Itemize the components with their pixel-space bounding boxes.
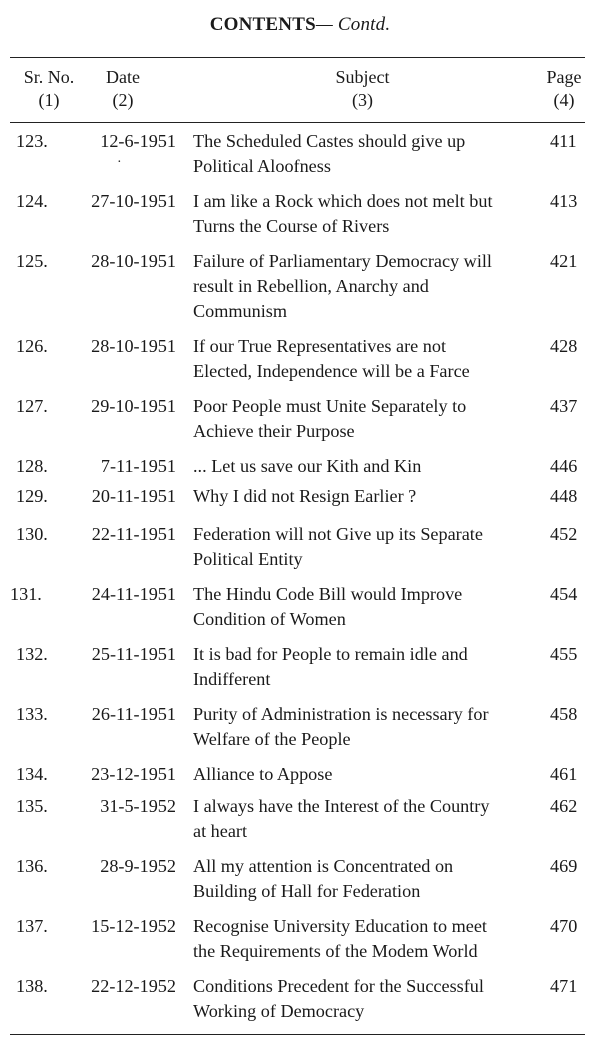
column-header-sr-no-label: Sr. No. bbox=[23, 67, 75, 87]
entry-date: 26-11-1951 bbox=[91, 704, 176, 724]
subject-line: If our True Representatives are not bbox=[193, 336, 447, 356]
page-number: 446 bbox=[550, 456, 578, 476]
column-header-subject bbox=[190, 66, 535, 112]
page-number: 454 bbox=[550, 584, 578, 604]
entry-subject bbox=[193, 854, 538, 904]
serial-number: 126. bbox=[16, 336, 48, 356]
serial-number: 124. bbox=[16, 191, 48, 211]
entry-date: 28-9-1952 bbox=[100, 856, 176, 876]
column-header-subject-number: (3) bbox=[352, 90, 373, 110]
column-header-subject-label: Subject bbox=[335, 67, 390, 87]
entry-subject bbox=[193, 454, 538, 479]
entry-subject bbox=[193, 762, 538, 787]
serial-number: 131. bbox=[10, 584, 42, 604]
header-bottom-rule bbox=[10, 122, 585, 123]
subject-line: Elected, Independence will be a Farce bbox=[193, 361, 470, 381]
subject-line: It is bad for People to remain idle and bbox=[193, 644, 468, 664]
page-title bbox=[0, 14, 600, 36]
subject-line: the Requirements of the Modem World bbox=[193, 941, 478, 961]
serial-number: 136. bbox=[16, 856, 48, 876]
page-number: 452 bbox=[550, 524, 578, 544]
serial-number: 134. bbox=[16, 764, 48, 784]
serial-number: 125. bbox=[16, 251, 48, 271]
page-number: 470 bbox=[550, 916, 578, 936]
entry-date: 23-12-1951 bbox=[91, 764, 176, 784]
subject-line: Failure of Parliamentary Democracy will bbox=[193, 251, 492, 271]
page-number: 461 bbox=[550, 764, 578, 784]
entry-subject bbox=[193, 129, 538, 179]
serial-number: 137. bbox=[16, 916, 48, 936]
entry-date: 27-10-1951 bbox=[91, 191, 176, 211]
entry-date: 12-6-1951 bbox=[100, 131, 176, 151]
subject-line: at heart bbox=[193, 821, 248, 841]
subject-line: The Scheduled Castes should give up bbox=[193, 131, 466, 151]
page-number: 469 bbox=[550, 856, 578, 876]
subject-line: Indifferent bbox=[193, 669, 271, 689]
entry-subject bbox=[193, 702, 538, 752]
subject-line: Purity of Administration is necessary for bbox=[193, 704, 489, 724]
subject-line: Welfare of the People bbox=[193, 729, 351, 749]
entry-subject bbox=[193, 914, 538, 964]
entry-subject bbox=[193, 249, 538, 324]
title-main: CONTENTS bbox=[209, 14, 316, 35]
print-speck: · bbox=[117, 155, 122, 170]
serial-number: 130. bbox=[16, 524, 48, 544]
entry-date: 28-10-1951 bbox=[91, 251, 176, 271]
subject-line: Turns the Course of Rivers bbox=[193, 216, 390, 236]
entry-subject bbox=[193, 582, 538, 632]
page-number: 421 bbox=[550, 251, 578, 271]
serial-number: 138. bbox=[16, 976, 48, 996]
serial-number: 128. bbox=[16, 456, 48, 476]
serial-number: 129. bbox=[16, 486, 48, 506]
entry-date: 7-11-1951 bbox=[100, 456, 176, 476]
entry-date: 22-11-1951 bbox=[91, 524, 176, 544]
page-number: 428 bbox=[550, 336, 578, 356]
entry-subject bbox=[193, 334, 538, 384]
column-header-date-number: (2) bbox=[112, 90, 134, 110]
subject-line: Alliance to Appose bbox=[193, 764, 333, 784]
subject-line: All my attention is Concentrated on bbox=[193, 856, 454, 876]
entry-subject bbox=[193, 522, 538, 572]
entry-subject bbox=[193, 484, 538, 509]
page-number: 471 bbox=[550, 976, 578, 996]
page-number: 455 bbox=[550, 644, 578, 664]
subject-line: Communism bbox=[193, 301, 287, 321]
subject-line: Conditions Precedent for the Successful bbox=[193, 976, 484, 996]
subject-line: Federation will not Give up its Separate bbox=[193, 524, 483, 544]
serial-number: 123. bbox=[16, 131, 48, 151]
page-number: 458 bbox=[550, 704, 578, 724]
entry-subject bbox=[193, 642, 538, 692]
column-header-date bbox=[88, 66, 158, 112]
column-header-sr-no-number: (1) bbox=[38, 90, 60, 110]
subject-line: I am like a Rock which does not melt but bbox=[193, 191, 493, 211]
entry-date: 24-11-1951 bbox=[91, 584, 176, 604]
serial-number: 127. bbox=[16, 396, 48, 416]
entry-subject bbox=[193, 794, 538, 844]
column-header-page bbox=[540, 66, 588, 112]
page-number: 437 bbox=[550, 396, 578, 416]
entry-date: 31-5-1952 bbox=[100, 796, 176, 816]
subject-line: Political Aloofness bbox=[193, 156, 331, 176]
subject-line: Building of Hall for Federation bbox=[193, 881, 421, 901]
entry-date: 15-12-1952 bbox=[91, 916, 176, 936]
entry-date: 20-11-1951 bbox=[91, 486, 176, 506]
subject-line: result in Rebellion, Anarchy and bbox=[193, 276, 429, 296]
title-suffix: — Contd. bbox=[315, 14, 391, 35]
subject-line: Political Entity bbox=[193, 549, 303, 569]
entry-subject bbox=[193, 974, 538, 1024]
serial-number: 133. bbox=[16, 704, 48, 724]
subject-line: Why I did not Resign Earlier ? bbox=[193, 486, 417, 506]
entry-date: 29-10-1951 bbox=[91, 396, 176, 416]
page-number: 462 bbox=[550, 796, 578, 816]
column-header-page-label: Page bbox=[546, 67, 582, 87]
subject-line: I always have the Interest of the Country bbox=[193, 796, 490, 816]
footer-rule bbox=[10, 1034, 585, 1035]
subject-line: Achieve their Purpose bbox=[193, 421, 355, 441]
subject-line: Poor People must Unite Separately to bbox=[193, 396, 467, 416]
column-header-page-number: (4) bbox=[553, 90, 575, 110]
subject-line: The Hindu Code Bill would Improve bbox=[193, 584, 463, 604]
page-number: 413 bbox=[550, 191, 578, 211]
column-header-date-label: Date bbox=[106, 67, 140, 87]
subject-line: Condition of Women bbox=[193, 609, 346, 629]
subject-line: Recognise University Education to meet bbox=[193, 916, 487, 936]
entry-date: 25-11-1951 bbox=[91, 644, 176, 664]
header-top-rule bbox=[10, 57, 585, 58]
page-number: 448 bbox=[550, 486, 578, 506]
page-number: 411 bbox=[550, 131, 577, 151]
entry-date: 22-12-1952 bbox=[91, 976, 176, 996]
subject-line: Working of Democracy bbox=[193, 1001, 365, 1021]
column-header-sr-no bbox=[10, 66, 88, 112]
serial-number: 135. bbox=[16, 796, 48, 816]
entry-subject bbox=[193, 394, 538, 444]
entry-subject bbox=[193, 189, 538, 239]
subject-line: ... Let us save our Kith and Kin bbox=[193, 456, 422, 476]
entry-date: 28-10-1951 bbox=[91, 336, 176, 356]
serial-number: 132. bbox=[16, 644, 48, 664]
